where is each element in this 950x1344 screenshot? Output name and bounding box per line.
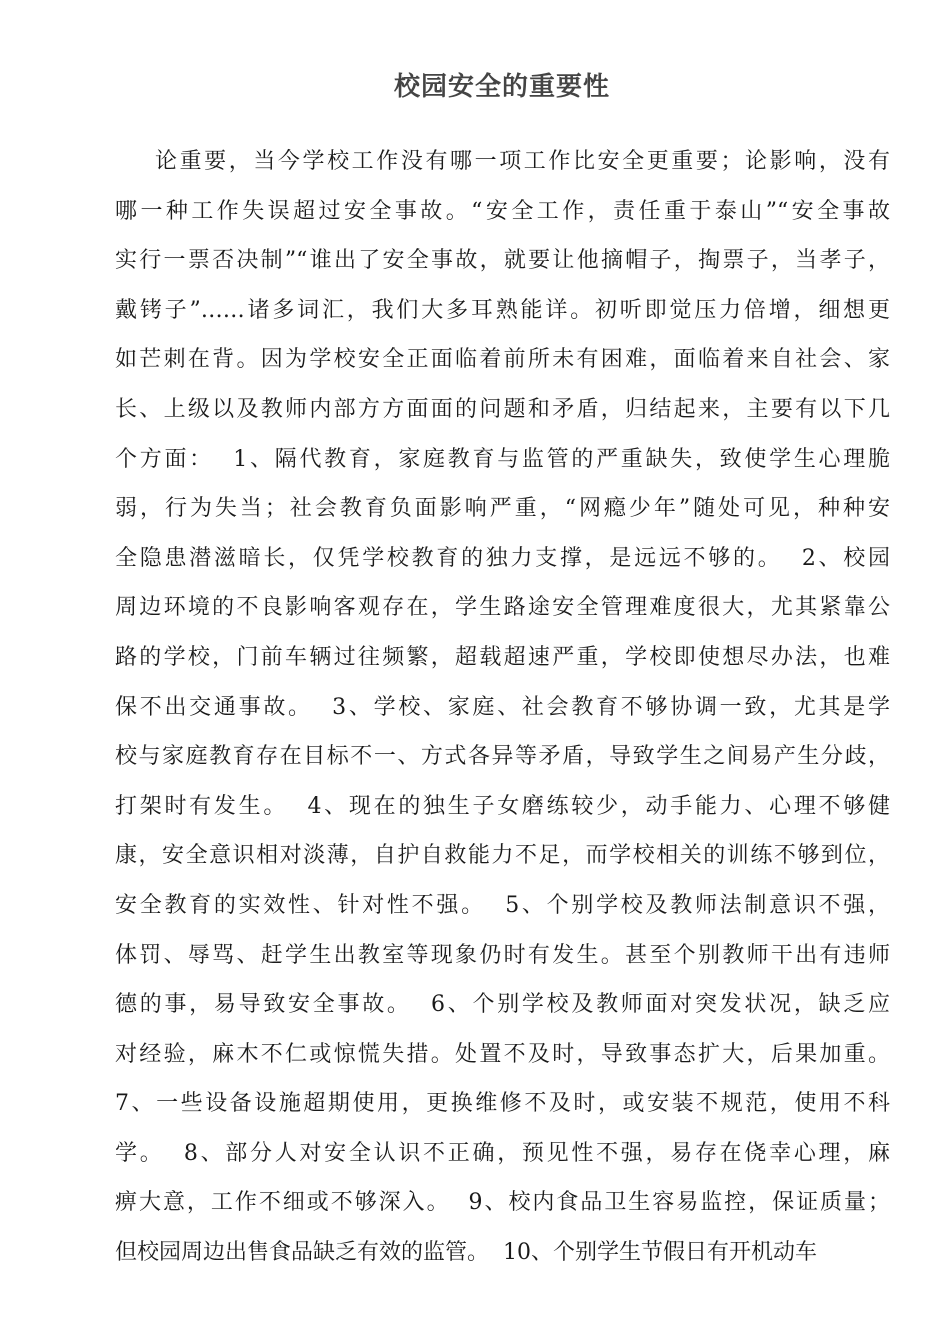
document-title: 校园安全的重要性 xyxy=(393,72,610,102)
text-line: 对经验，麻木不仁或惊慌失措。处置不及时，导致事态扩大，后果加重。 xyxy=(115,1041,890,1067)
text-line: 打架时有发生。 4、现在的独生子女磨练较少，动手能力、心理不够健 xyxy=(115,793,890,819)
text-line: 体罚、辱骂、赶学生出教室等现象仍时有发生。甚至个别教师干出有违师 xyxy=(115,942,890,968)
text-line: 哪一种工作失误超过安全事故。“安全工作，责任重于泰山”“安全事故 xyxy=(115,198,890,224)
text-line: 如芒刺在背。因为学校安全正面临着前所未有困难，面临着来自社会、家 xyxy=(115,347,890,373)
text-line: 保不出交通事故。 3、学校、家庭、社会教育不够协调一致，尤其是学 xyxy=(115,694,890,720)
text-line: 戴铐子”……诸多词汇，我们大多耳熟能详。初听即觉压力倍增，细想更 xyxy=(115,297,890,323)
text-line: 7、一些设备设施超期使用，更换维修不及时，或安装不规范，使用不科 xyxy=(115,1091,890,1117)
text-line: 弱，行为失当；社会教育负面影响严重，“网瘾少年”随处可见，种种安 xyxy=(115,496,890,522)
text-line: 论重要，当今学校工作没有哪一项工作比安全更重要；论影响，没有 xyxy=(155,149,890,174)
text-line: 路的学校，门前车辆过往频繁，超载超速严重，学校即使想尽办法，也难 xyxy=(115,644,890,670)
text-line: 个方面： 1、隔代教育，家庭教育与监管的严重缺失，致使学生心理脆 xyxy=(115,446,890,472)
text-line: 康，安全意识相对淡薄，自护自救能力不足，而学校相关的训练不够到位， xyxy=(115,843,890,869)
text-line: 痹大意，工作不细或不够深入。 9、校内食品卫生容易监控，保证质量； xyxy=(115,1190,890,1216)
text-line: 校与家庭教育存在目标不一、方式各异等矛盾，导致学生之间易产生分歧， xyxy=(115,744,890,770)
document-body xyxy=(115,146,890,1287)
text-line: 但校园周边出售食品缺乏有效的监管。 10、个别学生节假日有开机动车 xyxy=(115,1240,817,1266)
text-line: 安全教育的实效性、针对性不强。 5、个别学校及教师法制意识不强， xyxy=(115,892,890,918)
text-line: 学。 8、部分人对安全认识不正确，预见性不强，易存在侥幸心理，麻 xyxy=(115,1140,890,1166)
text-line: 德的事，易导致安全事故。 6、个别学校及教师面对突发状况，缺乏应 xyxy=(115,992,890,1018)
text-line: 全隐患潜滋暗长，仅凭学校教育的独力支撑，是远远不够的。 2、校园 xyxy=(115,545,890,571)
text-line: 实行一票否决制”“谁出了安全事故，就要让他摘帽子，掏票子，当孝子， xyxy=(115,248,890,274)
text-line: 长、上级以及教师内部方方面面的问题和矛盾，归结起来，主要有以下几 xyxy=(115,396,890,422)
text-line: 周边环境的不良影响客观存在，学生路途安全管理难度很大，尤其紧靠公 xyxy=(115,595,890,621)
